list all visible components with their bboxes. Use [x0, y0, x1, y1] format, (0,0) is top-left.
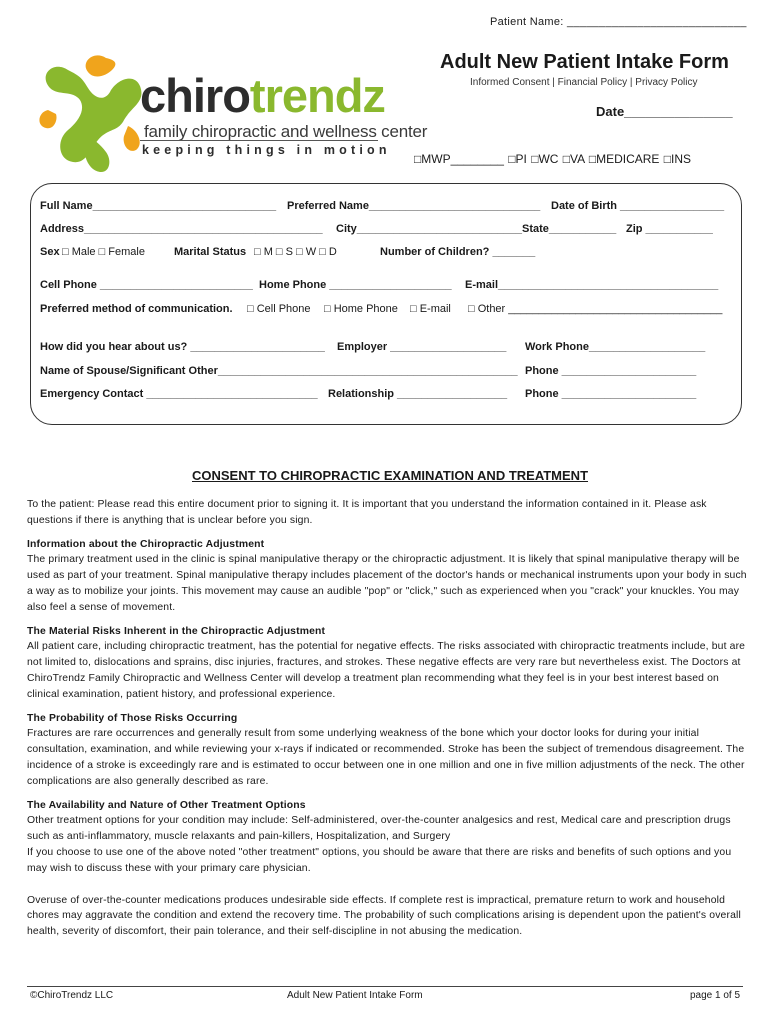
consent-title: CONSENT TO CHIROPRACTIC EXAMINATION AND TREATMENT — [192, 468, 589, 483]
city-field[interactable]: City___________________________ — [336, 223, 522, 235]
date-field[interactable]: Date_______________ — [596, 104, 733, 119]
spouse-phone-field[interactable]: Phone ______________________ — [525, 365, 697, 377]
sex-options[interactable]: □ Male □ Female — [62, 246, 145, 258]
section-text: If you choose to use one of the above noted "other treatment" options, you should be aware that there are risks and benefits of such options and you may wish to discuss these with your primary care physician. — [27, 846, 732, 874]
section-heading: The Probability of Those Risks Occurring — [27, 712, 238, 724]
pref-comm-email[interactable]: □ E-mail — [410, 303, 451, 315]
pref-comm-label: Preferred method of communication. — [40, 303, 233, 315]
section-text: Overuse of over-the-counter medications produces undesirable side effects. If complete rest is impractical, premature return to work and household chores may aggravate the condition and extend the recovery time. The probability of such complications arising is dependent upon the patient's overall health, severity of discomfort, their pain tolerance, and their self-discipline in not abusing the medication. — [27, 894, 741, 938]
section-heading: The Material Risks Inherent in the Chiropractic Adjustment — [27, 625, 326, 637]
section-text: All patient care, including chiropractic treatment, has the potential for negative effects. The risks associated with chiropractic treatments include, but are not limited to, dislocations and sprains, disc injuries, fractures, and strokes. These negative effects are very rare but nevertheless exist. The Doctors at ChiroTrendz Family Chiropractic and Wellness Center will develop a treatment plan recommending what they feel is in your best interest based on clinical examination, patient history, and professional experience. — [27, 641, 746, 700]
pref-comm-other[interactable]: □ Other ___________________________________ — [468, 303, 723, 315]
consent-body — [27, 497, 747, 940]
employer-field[interactable]: Employer ___________________ — [337, 341, 507, 353]
email-field[interactable]: E-mail____________________________________ — [465, 279, 719, 291]
brand-tagline: keeping things in motion — [142, 143, 391, 157]
section-text: Other treatment options for your condition may include: Self-administered, over-the-counter analgesics and rest, Medical care and prescription drugs such as anti-inflammatory, muscle relaxants and pain-killers, Hospitalization, and Surgery — [27, 815, 731, 843]
brand-divider — [140, 140, 378, 141]
patient-name-line[interactable]: Patient Name: ____________________________ — [490, 16, 747, 28]
work-phone-field[interactable]: Work Phone___________________ — [525, 341, 706, 353]
marital-label: Marital Status — [174, 246, 247, 258]
referral-field[interactable]: How did you hear about us? ______________________ — [40, 341, 325, 353]
emergency-contact-field[interactable]: Emergency Contact ____________________________ — [40, 388, 318, 400]
children-field[interactable]: Number of Children? _______ — [380, 246, 536, 258]
footer-divider — [27, 986, 743, 987]
section-text: Fractures are rare occurrences and generally result from some underlying weakness of the bone which your doctor looks for during your initial consultation, examination, and while reviewing your x-rays if indicated or recommended. Stroke has been the subject of tremendous disagreement. The incidence of a stroke is exceedingly rare and is estimated to occur between one in one million and one in five million adjustments of the neck. The other complications are also generally described as rare. — [27, 728, 745, 787]
relationship-field[interactable]: Relationship __________________ — [328, 388, 508, 400]
address-field[interactable]: Address_______________________________________ — [40, 223, 323, 235]
form-title: Adult New Patient Intake Form — [440, 51, 729, 73]
brand-wordmark — [140, 69, 385, 122]
brand-part1: chiro — [140, 69, 250, 122]
emergency-phone-field[interactable]: Phone ______________________ — [525, 388, 697, 400]
footer-form-name: Adult New Patient Intake Form — [287, 990, 423, 1001]
brand-subtitle: family chiropractic and wellness center — [144, 122, 428, 141]
full-name-field[interactable]: Full Name______________________________ — [40, 200, 277, 212]
spouse-field[interactable]: Name of Spouse/Significant Other_________________________________________________ — [40, 365, 518, 377]
pref-comm-cell[interactable]: □ Cell Phone — [247, 303, 311, 315]
section-heading: Information about the Chiropractic Adjustment — [27, 538, 265, 550]
cell-phone-field[interactable]: Cell Phone _________________________ — [40, 279, 253, 291]
preferred-name-field[interactable]: Preferred Name____________________________ — [287, 200, 541, 212]
state-field[interactable]: State___________ — [522, 223, 617, 235]
footer-page-number: page 1 of 5 — [690, 990, 741, 1001]
form-subtitle: Informed Consent | Financial Policy | Privacy Policy — [470, 77, 698, 88]
figure-logo-icon — [28, 40, 158, 180]
pref-comm-home[interactable]: □ Home Phone — [324, 303, 398, 315]
consent-intro: To the patient: Please read this entire document prior to signing it. It is important that you understand the information contained in it. Please ask questions if there is anything that is unclear before you sign. — [27, 499, 707, 526]
home-phone-field[interactable]: Home Phone ____________________ — [259, 279, 452, 291]
marital-options[interactable]: □ M □ S □ W □ D — [254, 246, 337, 258]
dob-field[interactable]: Date of Birth _________________ — [551, 200, 725, 212]
brand-part2: trendz — [249, 69, 385, 122]
insurance-type-row[interactable]: □MWP________ □PI □WC □VA □MEDICARE □INS — [414, 152, 692, 166]
sex-label: Sex — [40, 246, 60, 258]
zip-field[interactable]: Zip ___________ — [626, 223, 713, 235]
section-text: The primary treatment used in the clinic is spinal manipulative therapy or the chiropractic adjustment. It is likely that spinal manipulative therapy will be used as part of your treatment. Spinal manipulative therapy includes placement of the doctor's hands or mechanical instruments upon your body in such a way as to mobilize your joints. This movement may cause an audible "pop" or "click," such as experienced when you "crack" your knuckles. You may also feel a sense of movement. — [27, 554, 747, 613]
footer-copyright: ©ChiroTrendz LLC — [30, 990, 114, 1001]
section-heading: The Availability and Nature of Other Treatment Options — [27, 799, 306, 811]
